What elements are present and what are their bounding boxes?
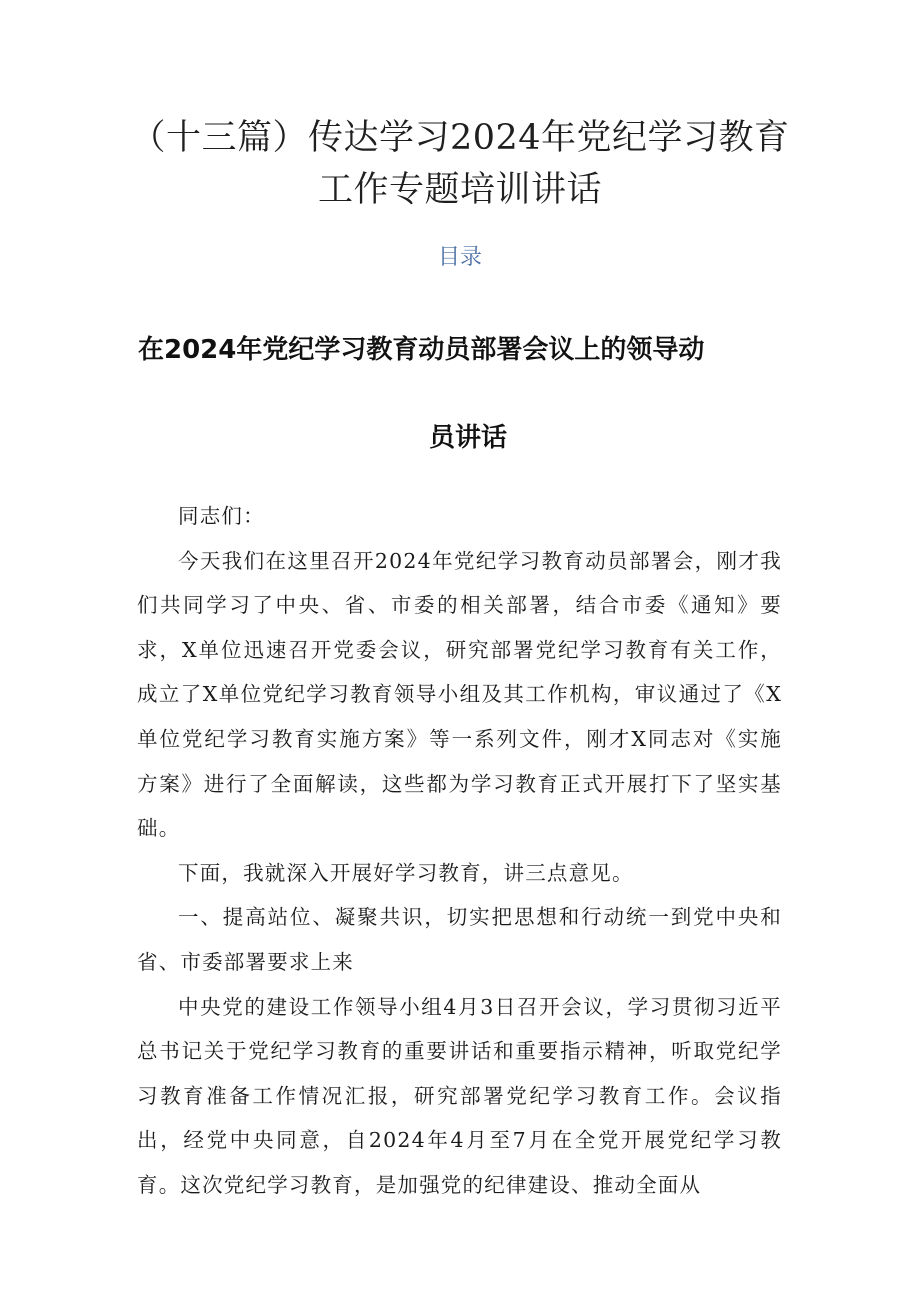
section-heading [138,328,798,460]
body-paragraph: 今天我们在这里召开2024年党纪学习教育动员部署会，刚才我们共同学习了中央、省、市委的相关部署，结合市委《通知》要求，X单位迅速召开党委会议，研究部署党纪学习教育有关工作，成立了X单位党纪学习教育领导小组及其工作机构，审议通过了《X单位党纪学习教育实施方案》等一系列文件，刚才X同志对《实施方案》进行了全面解读，这些都为学习教育正式开展打下了坚实基础。 [137,548,782,841]
document-title-line-2: 工作专题培训讲话 [317,170,602,210]
section-heading-line-2: 员讲话 [428,423,507,453]
salutation-paragraph: 同志们： [178,504,265,528]
document-title-line-1: （十三篇）传达学习2024年党纪学习教育 [130,118,790,158]
document-body [137,494,782,1208]
subheading-paragraph: 一、提高站位、凝聚共识，切实把思想和行动统一到党中央和省、市委部署要求上来 [137,905,782,974]
table-of-contents-link[interactable]: 目录 [437,245,482,270]
body-paragraph: 中央党的建设工作领导小组4月3日召开会议，学习贯彻习近平总书记关于党纪学习教育的重要讲话和重要指示精神，听取党纪学习教育准备工作情况汇报，研究部署党纪学习教育工作。会议指出，经党中央同意，自2024年4月至7月在全党开展党纪学习教育。这次党纪学习教育，是加强党的纪律建设、推动全面从 [137,994,782,1197]
document-title [120,112,800,216]
section-heading-line-1: 在2024年党纪学习教育动员部署会议上的领导动 [138,335,705,365]
body-paragraph: 下面，我就深入开展好学习教育，讲三点意见。 [178,860,634,885]
